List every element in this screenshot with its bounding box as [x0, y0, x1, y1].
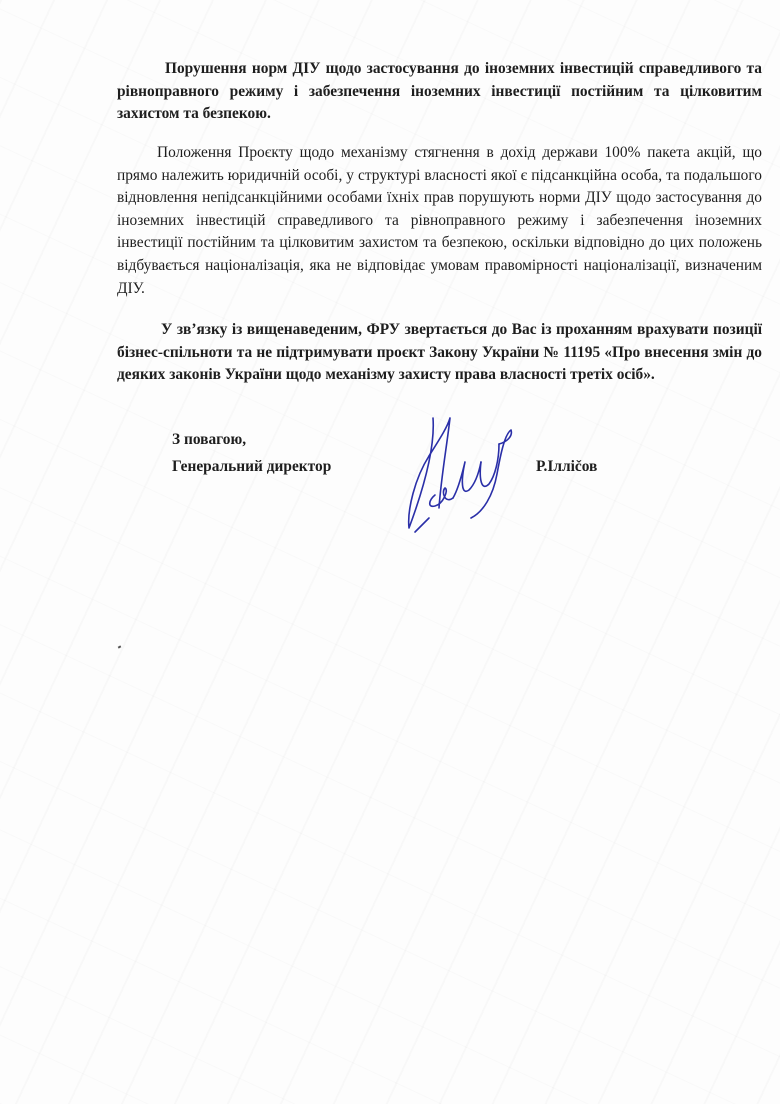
request-paragraph: У зв’язку із вищенаведеним, ФРУ звертається до Вас із проханням врахувати позиції бізнес-спільноти та не підтримувати проєкт Закону України № 11195 «Про внесення змін до деяких законів України щодо механізму захисту права власності третіх осіб». [117, 321, 762, 384]
scan-speck [118, 645, 122, 648]
signer-name: Р.Ілліčов [536, 458, 598, 475]
handwritten-signature [395, 400, 525, 545]
closing-phrase: З повагою, [172, 431, 247, 448]
body-paragraph: Положення Проєкту щодо механізму стягнення в дохід держави 100% пакета акцій, що прямо належить юридичній особі, у структурі власності якої є підсанкційна особа, та подальшого відновлення непідсанкційними особами їхніх прав порушують норми ДІУ щодо застосування до іноземних інвестицій справедливого та рівноправного режиму і забезпечення іноземних інвестиції постійним та цілковитим захистом та безпекою, оскільки відповідно до цих положень відбувається націоналізація, яка не відповідає умовам правомірності націоналізації, визначеним ДІУ. [117, 144, 762, 297]
signer-position: Генеральний директор [172, 458, 332, 475]
section-heading: Порушення норм ДІУ щодо застосування до іноземних інвестицій справедливого та рівноправного режиму і забезпечення іноземних інвестиції постійним та цілковитим захистом та безпекою. [117, 60, 762, 123]
